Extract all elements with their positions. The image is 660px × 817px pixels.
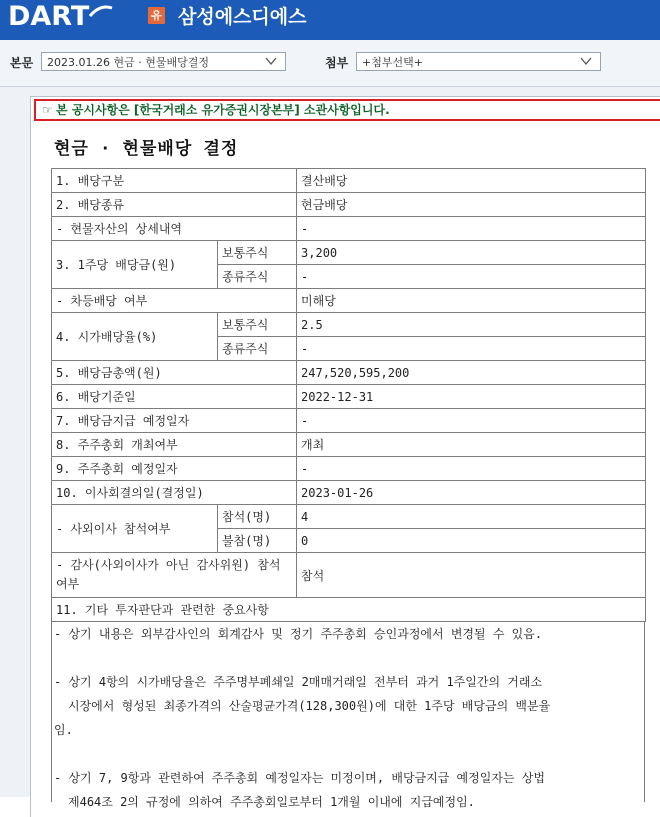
row-label: - 차등배당 여부 (52, 289, 297, 313)
row-value: - (297, 337, 646, 361)
row-label: 2. 배당종류 (52, 193, 297, 217)
main-doc-label: 본문 (10, 56, 34, 70)
row-sublabel: 보통주식 (218, 241, 297, 265)
document-selector-bar (0, 40, 660, 87)
table-row (52, 361, 646, 385)
row-label: - 현물자산의 상세내역 (52, 217, 297, 241)
logo-swoosh-icon (88, 4, 114, 20)
table-row (52, 457, 646, 481)
row-sublabel: 참석(명) (218, 505, 297, 529)
table-row (52, 505, 646, 529)
dividend-table (51, 168, 646, 622)
table-row (52, 598, 646, 622)
table-row (52, 481, 646, 505)
row-label: 4. 시가배당율(%) (52, 313, 218, 361)
blank-line (52, 646, 644, 670)
chevron-down-icon (265, 56, 277, 66)
row-value: - (297, 265, 646, 289)
row-sublabel: 종류주식 (218, 337, 297, 361)
jurisdiction-notice (34, 99, 660, 121)
main-doc-select-value: 2023.01.26 현금 · 현물배당결정 (47, 56, 209, 69)
row-label: 10. 이사회결의일(결정일) (52, 481, 297, 505)
row-value: 현금배당 (297, 193, 646, 217)
row-sublabel: 종류주식 (218, 265, 297, 289)
note-line: - 상기 내용은 외부감사인의 회계감사 및 정기 주주총회 승인과정에서 변경될 수 있음. (54, 627, 543, 641)
row-value: 2023-01-26 (297, 481, 646, 505)
row-value: 2.5 (297, 313, 646, 337)
note-line: 시장에서 형성된 최종가격의 산술평균가격(128,300원)에 대한 1주당 배당금의 백분율 (68, 699, 551, 713)
attachment-label: 첨부 (325, 56, 349, 70)
table-row (52, 169, 646, 193)
row-value: - (297, 217, 646, 241)
row-label: 8. 주주총회 개최여부 (52, 433, 297, 457)
row-label: - 감사(사외이사가 아닌 감사위원) 참석여부 (52, 553, 297, 598)
row-label: 9. 주주총회 예정일자 (52, 457, 297, 481)
market-badge-icon: 유 (148, 7, 165, 24)
table-row (52, 289, 646, 313)
row-label: 7. 배당금지급 예정일자 (52, 409, 297, 433)
table-row (52, 553, 646, 598)
row-sublabel: 불참(명) (218, 529, 297, 553)
note-line: - 상기 7, 9항과 관련하여 주주총회 예정일자는 미정이며, 배당금지급 예정일자는 상법 (54, 771, 545, 785)
note-line: 제464조 2의 규정에 의하여 주주총회일로부터 1개월 이내에 지급예정임. (68, 795, 475, 809)
row-label: 5. 배당금총액(원) (52, 361, 297, 385)
pointing-hand-icon: ☞ (42, 103, 53, 117)
table-row (52, 313, 646, 337)
row-value: 개최 (297, 433, 646, 457)
document-title: 현금 · 현물배당 결정 (54, 139, 239, 159)
row-label: 11. 기타 투자판단과 관련한 중요사항 (52, 598, 646, 622)
row-label: 1. 배당구분 (52, 169, 297, 193)
top-header-bar (0, 0, 660, 40)
blank-line (52, 742, 644, 766)
table-row (52, 433, 646, 457)
row-value: 결산배당 (297, 169, 646, 193)
row-value: 247,520,595,200 (297, 361, 646, 385)
row-label: 6. 배당기준일 (52, 385, 297, 409)
row-label: 3. 1주당 배당금(원) (52, 241, 218, 289)
row-value: 4 (297, 505, 646, 529)
row-value: - (297, 409, 646, 433)
note-line: 임. (54, 723, 73, 737)
other-notes (51, 622, 645, 809)
row-value: 0 (297, 529, 646, 553)
row-value: 참석 (297, 553, 646, 598)
row-sublabel: 보통주식 (218, 313, 297, 337)
table-row (52, 217, 646, 241)
row-value: 미해당 (297, 289, 646, 313)
attachment-select-value: +첨부선택+ (362, 56, 423, 69)
table-row (52, 409, 646, 433)
table-row (52, 385, 646, 409)
row-value: - (297, 457, 646, 481)
table-row (52, 241, 646, 265)
chevron-down-icon (580, 56, 592, 66)
company-name: 삼성에스디에스 (178, 6, 307, 28)
note-line: - 상기 4항의 시가배당율은 주주명부폐쇄일 2매매거래일 전부터 과거 1주일간의 거래소 (54, 675, 543, 689)
row-label: - 사외이사 참석여부 (52, 505, 218, 553)
row-value: 2022-12-31 (297, 385, 646, 409)
attachment-select[interactable] (356, 52, 601, 71)
table-row (52, 193, 646, 217)
row-value: 3,200 (297, 241, 646, 265)
main-doc-select[interactable] (41, 52, 286, 71)
notice-text: 본 공시사항은 [한국거래소 유가증권시장본부] 소관사항입니다. (56, 103, 390, 117)
dart-logo[interactable]: DART (8, 1, 90, 32)
